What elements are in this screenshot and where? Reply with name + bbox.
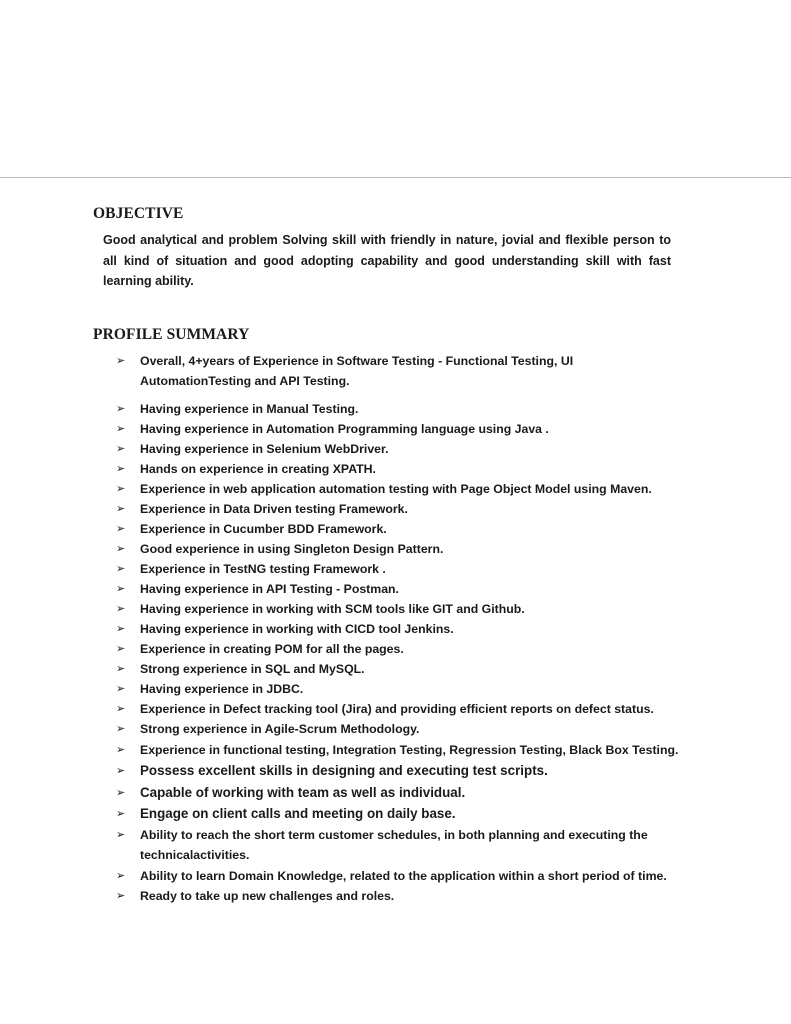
summary-item-text: Engage on client calls and meeting on daily base. (140, 806, 456, 821)
summary-item-text: Experience in Defect tracking tool (Jira) and providing efficient reports on defect status. (140, 702, 654, 716)
summary-item-text: Having experience in working with SCM tools like GIT and Github. (140, 602, 525, 616)
arrowhead-bullet-icon: ➢ (116, 522, 126, 535)
arrowhead-bullet-icon: ➢ (116, 764, 126, 777)
arrowhead-bullet-icon: ➢ (116, 622, 126, 635)
summary-item (116, 699, 696, 719)
summary-item-text: Experience in Cucumber BDD Framework. (140, 522, 387, 536)
arrowhead-bullet-icon: ➢ (116, 786, 126, 799)
summary-item (116, 740, 696, 760)
summary-item-text: Ability to reach the short term customer schedules, in both planning and executing the technicalactivities. (140, 828, 648, 862)
summary-item (116, 499, 696, 519)
summary-item (116, 419, 696, 439)
summary-item (116, 479, 696, 499)
summary-item (116, 559, 696, 579)
summary-item-text: Having experience in JDBC. (140, 682, 304, 696)
arrowhead-bullet-icon: ➢ (116, 422, 126, 435)
summary-item (116, 579, 696, 599)
summary-item (116, 619, 696, 639)
summary-item (116, 599, 696, 619)
arrowhead-bullet-icon: ➢ (116, 662, 126, 675)
summary-item-text: Strong experience in SQL and MySQL. (140, 662, 365, 676)
summary-item (116, 804, 696, 824)
summary-item-text: Overall, 4+years of Experience in Software Testing - Functional Testing, UI AutomationTesting and API Testing. (140, 354, 574, 388)
summary-item-text: Hands on experience in creating XPATH. (140, 462, 376, 476)
summary-item (116, 866, 696, 886)
header-divider (0, 177, 791, 178)
arrowhead-bullet-icon: ➢ (116, 602, 126, 615)
summary-item-text: Experience in Data Driven testing Framework. (140, 502, 408, 516)
summary-item-text: Experience in web application automation testing with Page Object Model using Maven. (140, 482, 652, 496)
summary-item-text: Ready to take up new challenges and roles. (140, 889, 395, 903)
arrowhead-bullet-icon: ➢ (116, 502, 126, 515)
objective-heading: OBJECTIVE (93, 205, 184, 222)
arrowhead-bullet-icon: ➢ (116, 482, 126, 495)
summary-item-text: Having experience in Manual Testing. (140, 402, 359, 416)
summary-item (116, 659, 696, 679)
summary-item-text: Experience in functional testing, Integration Testing, Regression Testing, Black Box Testing. (140, 743, 679, 757)
arrowhead-bullet-icon: ➢ (116, 542, 126, 555)
summary-item (116, 783, 696, 803)
arrowhead-bullet-icon: ➢ (116, 807, 126, 820)
summary-item (116, 886, 696, 906)
arrowhead-bullet-icon: ➢ (116, 562, 126, 575)
summary-item (116, 439, 696, 459)
arrowhead-bullet-icon: ➢ (116, 682, 126, 695)
summary-item (116, 761, 696, 781)
summary-item (116, 351, 606, 391)
summary-item-text: Good experience in using Singleton Design Pattern. (140, 542, 444, 556)
arrowhead-bullet-icon: ➢ (116, 743, 126, 756)
arrowhead-bullet-icon: ➢ (116, 402, 126, 415)
objective-text: Good analytical and problem Solving skill with friendly in nature, jovial and flexible person to all kind of situation and good adopting capability and good understanding skill with fast learning ability. (103, 233, 671, 288)
arrowhead-bullet-icon: ➢ (116, 582, 126, 595)
arrowhead-bullet-icon: ➢ (116, 462, 126, 475)
summary-item-text: Experience in creating POM for all the pages. (140, 642, 404, 656)
arrowhead-bullet-icon: ➢ (116, 642, 126, 655)
summary-item-text: Ability to learn Domain Knowledge, related to the application within a short period of time. (140, 869, 667, 883)
summary-item (116, 825, 676, 865)
arrowhead-bullet-icon: ➢ (116, 828, 126, 841)
summary-item (116, 719, 696, 739)
summary-item-text: Experience in TestNG testing Framework . (140, 562, 386, 576)
summary-item-text: Having experience in Selenium WebDriver. (140, 442, 389, 456)
summary-item-text: Capable of working with team as well as individual. (140, 785, 466, 800)
arrowhead-bullet-icon: ➢ (116, 869, 126, 882)
summary-item-text: Having experience in working with CICD tool Jenkins. (140, 622, 454, 636)
arrowhead-bullet-icon: ➢ (116, 889, 126, 902)
summary-item (116, 639, 696, 659)
summary-item-text: Possess excellent skills in designing and executing test scripts. (140, 763, 548, 778)
summary-item-text: Having experience in Automation Programming language using Java . (140, 422, 549, 436)
summary-item (116, 679, 696, 699)
summary-item (116, 539, 696, 559)
summary-item (116, 459, 696, 479)
arrowhead-bullet-icon: ➢ (116, 722, 126, 735)
summary-item (116, 519, 696, 539)
arrowhead-bullet-icon: ➢ (116, 442, 126, 455)
summary-item-text: Having experience in API Testing - Postman. (140, 582, 399, 596)
profile-summary-heading: PROFILE SUMMARY (93, 326, 250, 343)
arrowhead-bullet-icon: ➢ (116, 702, 126, 715)
summary-item (116, 399, 696, 419)
summary-item-text: Strong experience in Agile-Scrum Methodology. (140, 722, 420, 736)
arrowhead-bullet-icon: ➢ (116, 354, 126, 367)
